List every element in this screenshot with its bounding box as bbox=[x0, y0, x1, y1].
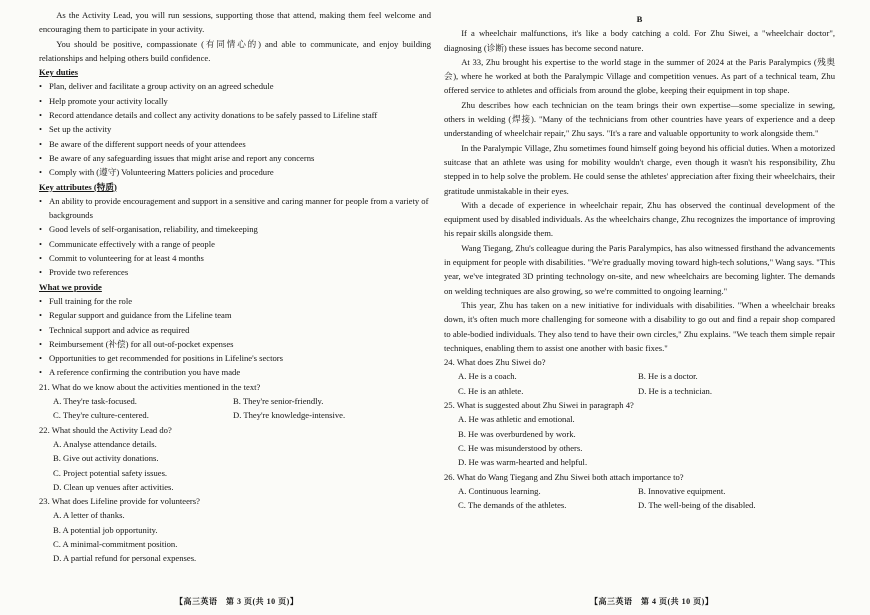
answer-option: A. He was athletic and emotional. bbox=[458, 414, 575, 425]
passage-paragraph: This year, Zhu has taken on a new initiative for individuals with disabilities. "When a wheelchair breaks down, it's often much more challenging for someone with a disability to go out and find a repair shop compared to able-bodied individuals. They also tend to have their own circles," Zhu explains. "We teach them simple repair techniques, enabling them to assist one another with basic fixes." bbox=[444, 299, 835, 353]
bullet-icon: • bbox=[39, 110, 43, 121]
bullet-icon: • bbox=[39, 124, 43, 135]
answer-option: C. The demands of the athletes. bbox=[458, 500, 567, 511]
key-duty-item: • Plan, deliver and facilitate a group activity on an agreed schedule bbox=[39, 79, 431, 93]
bullet-icon: • bbox=[39, 138, 43, 149]
answer-option: A. He is a coach. bbox=[458, 371, 517, 382]
bullet-icon: • bbox=[39, 267, 43, 278]
answer-option: B. He is a doctor. bbox=[638, 371, 698, 382]
answer-options bbox=[39, 437, 431, 494]
bullet-icon: • bbox=[39, 338, 43, 349]
passage-paragraph: At 33, Zhu brought his expertise to the world stage in the summer of 2024 at the Paris Paralympics (残奥会), where he worked at both the Paralympic Village and competition venues. As part of a technical team, Zhu offered service to athletes and officials from around the globe, keeping their equipment in top shape. bbox=[444, 56, 835, 96]
bullet-icon: • bbox=[39, 295, 43, 306]
left-column bbox=[39, 8, 431, 566]
key-duty-item: • Record attendance details and collect any activity donations to be safely passed to Lifeline staff bbox=[39, 108, 431, 122]
right-questions bbox=[444, 355, 835, 512]
bullet-icon: • bbox=[39, 224, 43, 235]
passage-b bbox=[444, 26, 835, 355]
passage-paragraph: If a wheelchair malfunctions, it's like a body catching a cold. For Zhu Siwei, a "wheelchair doctor", diagnosing (诊断) these issues has become second nature. bbox=[444, 28, 835, 53]
bullet-icon: • bbox=[39, 310, 43, 321]
what-we-provide-list bbox=[39, 294, 431, 380]
answer-option: C. A minimal-commitment position. bbox=[53, 538, 178, 549]
answer-option: B. A potential job opportunity. bbox=[53, 524, 158, 535]
question-stem: 26. What do Wang Tiegang and Zhu Siwei both attach importance to? bbox=[444, 471, 684, 482]
page-footer-right: 【高三英语 第 4 页(共 10 页)】 bbox=[590, 597, 714, 606]
answer-options bbox=[444, 412, 835, 469]
what-we-provide-heading: What we provide bbox=[39, 281, 102, 292]
answer-option: D. He was warm-hearted and helpful. bbox=[458, 457, 588, 468]
bullet-icon: • bbox=[39, 95, 43, 106]
provide-item: • Full training for the role bbox=[39, 294, 431, 308]
bullet-icon: • bbox=[39, 167, 43, 178]
answer-option: D. The well-being of the disabled. bbox=[638, 500, 756, 511]
section-letter: B bbox=[636, 14, 643, 24]
key-attributes-list bbox=[39, 194, 431, 280]
answer-option: C. He is an athlete. bbox=[458, 385, 524, 396]
answer-options bbox=[39, 394, 431, 423]
answer-options bbox=[39, 508, 431, 565]
answer-option: D. They're knowledge-intensive. bbox=[233, 410, 346, 421]
answer-option: A. A letter of thanks. bbox=[53, 510, 125, 521]
key-duty-item: • Be aware of the different support needs of your attendees bbox=[39, 137, 431, 151]
key-attribute-item: • Provide two references bbox=[39, 265, 431, 279]
question-stem: 24. What does Zhu Siwei do? bbox=[444, 357, 546, 368]
bullet-icon: • bbox=[39, 367, 43, 378]
left-questions bbox=[39, 380, 431, 566]
key-duty-item: • Help promote your activity locally bbox=[39, 94, 431, 108]
answer-option: B. Give out activity donations. bbox=[53, 453, 159, 464]
answer-option: A. They're task-focused. bbox=[53, 396, 137, 407]
key-duties-list bbox=[39, 79, 431, 179]
provide-item: • Technical support and advice as required bbox=[39, 323, 431, 337]
question-stem: 23. What does Lifeline provide for volunteers? bbox=[39, 496, 200, 507]
key-attribute-item: • Communicate effectively with a range of people bbox=[39, 237, 431, 251]
answer-option: D. A partial refund for personal expenses. bbox=[53, 553, 197, 564]
passage-paragraph: Wang Tiegang, Zhu's colleague during the Paris Paralympics, has also witnessed firsthand the advancements in equipment for people with disabilities. "We're gradually moving toward high-tech solutions," Wang says. "This year, we've integrated 3D printing technology on-site, and new wheelchairs are becoming lighter. The demands on welding techniques are also growing, so we're committed to ongoing learning." bbox=[444, 242, 835, 296]
page-footer-left: 【高三英语 第 3 页(共 10 页)】 bbox=[175, 597, 299, 606]
passage-paragraph: In the Paralympic Village, Zhu sometimes found himself going beyond his official duties. When a motorized suitcase that an athlete was using for mobility wouldn't charge, even though it wasn't his responsibility, Zhu stepped in to help solve the problem. He could sense the athletes' appreciation after fixing their wheelchairs, their gratitude unmistakable in their eyes. bbox=[444, 142, 835, 196]
provide-item: • A reference confirming the contribution you have made bbox=[39, 365, 431, 379]
bullet-icon: • bbox=[39, 253, 43, 264]
key-duty-item: • Comply with (遵守) Volunteering Matters policies and procedure bbox=[39, 165, 431, 179]
answer-option: D. Clean up venues after activities. bbox=[53, 481, 174, 492]
bullet-icon: • bbox=[39, 238, 43, 249]
bullet-icon: • bbox=[39, 195, 43, 206]
bullet-icon: • bbox=[39, 353, 43, 364]
answer-option: C. They're culture-centered. bbox=[53, 410, 149, 421]
question-stem: 25. What is suggested about Zhu Siwei in paragraph 4? bbox=[444, 400, 634, 411]
bullet-icon: • bbox=[39, 152, 43, 163]
provide-item: • Reimbursement (补偿) for all out-of-pocket expenses bbox=[39, 337, 431, 351]
provide-item: • Opportunities to get recommended for positions in Lifeline's sectors bbox=[39, 351, 431, 365]
column-divider bbox=[438, 6, 439, 610]
answer-option: D. He is a technician. bbox=[638, 385, 712, 396]
bullet-icon: • bbox=[39, 324, 43, 335]
key-attribute-item: • Good levels of self-organisation, reliability, and timekeeping bbox=[39, 222, 431, 236]
question-stem: 21. What do we know about the activities mentioned in the text? bbox=[39, 381, 261, 392]
intro-paragraph-2: You should be positive, compassionate (有同情心的) and able to communicate, and enjoy building relationships and helping others build confidence. bbox=[39, 38, 431, 63]
key-duty-item: • Set up the activity bbox=[39, 122, 431, 136]
key-duty-item: • Be aware of any safeguarding issues that might arise and report any concerns bbox=[39, 151, 431, 165]
answer-option: B. He was overburdened by work. bbox=[458, 428, 576, 439]
answer-option: A. Analyse attendance details. bbox=[53, 438, 157, 449]
right-column bbox=[444, 8, 835, 512]
bullet-icon: • bbox=[39, 81, 43, 92]
question-stem: 22. What should the Activity Lead do? bbox=[39, 424, 172, 435]
answer-option: C. He was misunderstood by others. bbox=[458, 442, 583, 453]
key-attribute-item: • An ability to provide encouragement and support in a sensitive and caring manner for people from a variety of backgrounds bbox=[39, 195, 429, 221]
key-attributes-heading: Key attributes (特质) bbox=[39, 181, 117, 192]
key-attribute-item: • Commit to volunteering for at least 4 months bbox=[39, 251, 431, 265]
intro-paragraph-1: As the Activity Lead, you will run sessions, supporting those that attend, making them feel welcome and encouraging them to participate in your activity. bbox=[39, 10, 431, 35]
passage-paragraph: With a decade of experience in wheelchair repair, Zhu has observed the continual development of the equipment used by disabled individuals. As the wheelchairs change, Zhu recognizes the importance of improving his repair skills alongside them. bbox=[444, 199, 835, 239]
answer-option: C. Project potential safety issues. bbox=[53, 467, 168, 478]
provide-item: • Regular support and guidance from the Lifeline team bbox=[39, 308, 431, 322]
answer-option: B. Innovative equipment. bbox=[638, 485, 726, 496]
answer-options bbox=[444, 369, 835, 398]
key-duties-heading: Key duties bbox=[39, 67, 78, 78]
passage-paragraph: Zhu describes how each technician on the team brings their own expertise—some specialize in sewing, others in welding (焊接). "Many of the technicians from other countries have years of experience and a deep understanding of wheelchair repair," Zhu says. "It's a rare and valuable opportunity to work alongside them." bbox=[444, 99, 835, 139]
answer-options bbox=[444, 484, 835, 513]
answer-option: B. They're senior-friendly. bbox=[233, 396, 324, 407]
answer-option: A. Continuous learning. bbox=[458, 485, 541, 496]
